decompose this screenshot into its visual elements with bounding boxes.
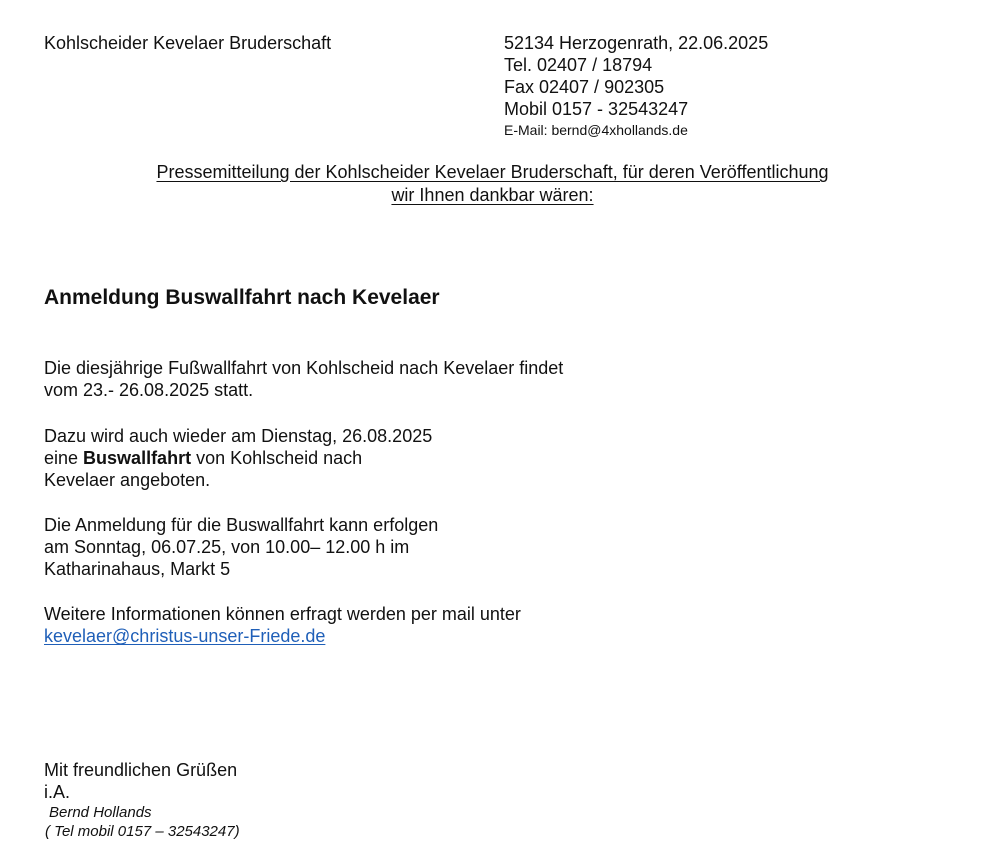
- paragraph-registration: [44, 514, 438, 580]
- paragraph-line: vom 23.- 26.08.2025 statt.: [44, 380, 254, 400]
- signatory-phone: ( Tel mobil 0157 – 32543247): [45, 823, 240, 840]
- fax-number: Fax 02407 / 902305: [504, 77, 665, 97]
- paragraph-bus-pilgrimage: [44, 425, 432, 491]
- paragraph-line: [44, 447, 432, 469]
- text-segment: eine: [44, 448, 84, 468]
- paragraph-line: Die diesjährige Fußwallfahrt von Kohlscheid nach Kevelaer findet: [44, 358, 564, 378]
- paragraph-more-info: [44, 603, 521, 647]
- phone-number: Tel. 02407 / 18794: [504, 55, 653, 75]
- closing-block: [44, 759, 237, 803]
- contact-block: [504, 32, 768, 139]
- paragraph-line: Die Anmeldung für die Buswallfahrt kann erfolgen: [44, 515, 439, 535]
- paragraph-pilgrimage-dates: [44, 357, 563, 401]
- on-behalf-abbreviation: i.A.: [44, 782, 71, 802]
- contact-email-link[interactable]: kevelaer@christus-unser-Friede.de: [44, 626, 326, 646]
- greeting: Mit freundlichen Grüßen: [44, 760, 238, 780]
- paragraph-line: Katharinahaus, Markt 5: [44, 559, 231, 579]
- paragraph-line: Kevelaer angeboten.: [44, 470, 211, 490]
- place-date: 52134 Herzogenrath, 22.06.2025: [504, 33, 769, 53]
- sender-organization: Kohlscheider Kevelaer Bruderschaft: [44, 33, 332, 53]
- signatory-name: Bernd Hollands: [49, 804, 152, 821]
- paragraph-line: am Sonntag, 06.07.25, von 10.00– 12.00 h im: [44, 537, 410, 557]
- email-address: E-Mail: bernd@4xhollands.de: [504, 122, 688, 138]
- paragraph-line: Weitere Informationen können erfragt werden per mail unter: [44, 604, 521, 624]
- signature-block: [45, 803, 240, 841]
- bold-term: Buswallfahrt: [83, 448, 192, 468]
- mobile-number: Mobil 0157 - 32543247: [504, 99, 689, 119]
- paragraph-line: Dazu wird auch wieder am Dienstag, 26.08.2025: [44, 426, 433, 446]
- press-intro-line-1: Pressemitteilung der Kohlscheider Kevelaer Bruderschaft, für deren Veröffentlichung: [156, 162, 829, 182]
- document-heading: Anmeldung Buswallfahrt nach Kevelaer: [44, 286, 440, 309]
- press-intro-line-2: wir Ihnen dankbar wären:: [391, 185, 594, 205]
- press-release-intro: [0, 161, 985, 207]
- text-segment: von Kohlscheid nach: [191, 448, 363, 468]
